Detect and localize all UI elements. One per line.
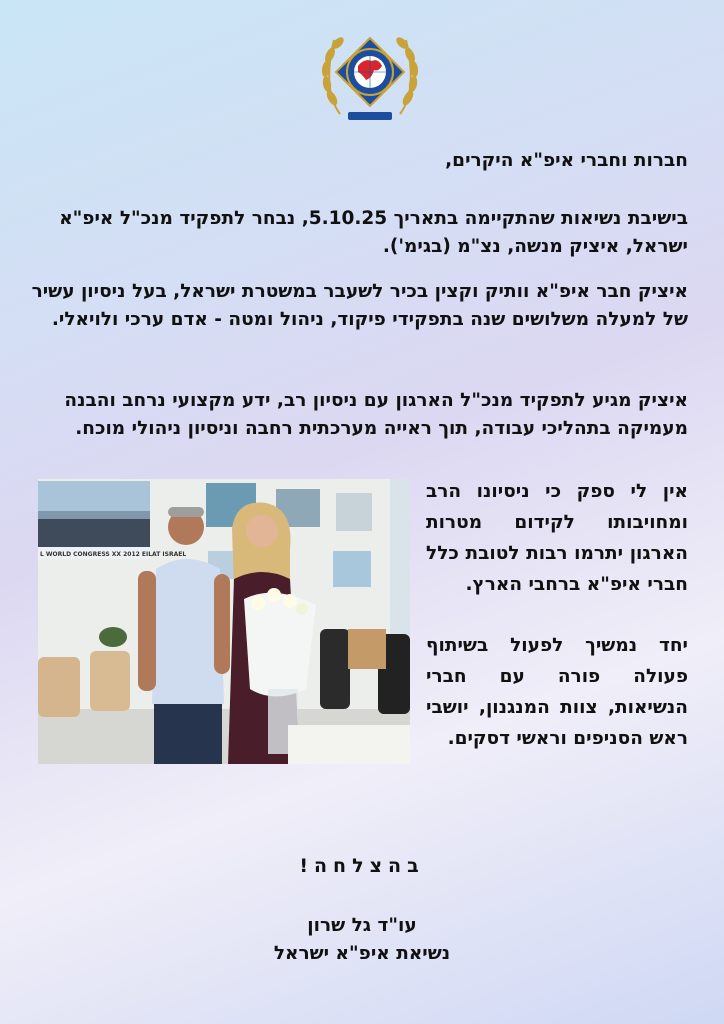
greeting: חברות וחברי איפ"א היקרים, [445,150,688,171]
paragraph-background: איציק חבר איפ"א וותיק וקצין בכיר לשעבר במשטרת ישראל, בעל ניסיון עשיר של למעלה משלושים שנה בתפקידי פיקוד, ניהול ומטה - אדם ערכי ולויאלי. [31,281,688,330]
paragraph-confidence: אין לי ספק כי ניסיונו הרב ומחויבותו לקידום מטרות הארגון יתרמו רבות לטובת כלל חברי איפ"א ברחבי הארץ. [426,481,688,595]
photo-illustration [38,479,410,764]
closing-line: בהצלחה! [299,855,425,877]
paragraph-cooperation: יחד נמשיך לפעול בשיתוף פעולה פורה עם חברי הנשיאות, צוות המנגנון, יושבי ראש הסניפים וראשי דסקים. [426,635,688,749]
side-column [426,476,688,784]
photo [38,479,410,764]
ipa-logo [318,28,422,128]
signature-name: עו"ד גל שרון [307,915,417,936]
banner-caption: L WORLD CONGRESS XX 2012 EILAT ISRAEL [40,551,187,558]
signature-title: נשיאת איפ"א ישראל [273,943,451,964]
paragraph-experience: איציק מגיע לתפקיד מנכ"ל הארגון עם ניסיון רב, ידע מקצועי נרחב והבנה מעמיקה בתהליכי עבודה, תוך ראייה מערכתית רחבה וניסיון ניהולי מוכח. [64,390,688,439]
paragraph-announcement: בישיבת נשיאות שהתקיימה בתאריך 5.10.25, נבחר לתפקיד מנכ"ל איפ"א ישראל, איציק מנשה, נצ"מ (בגימ'). [59,208,688,257]
